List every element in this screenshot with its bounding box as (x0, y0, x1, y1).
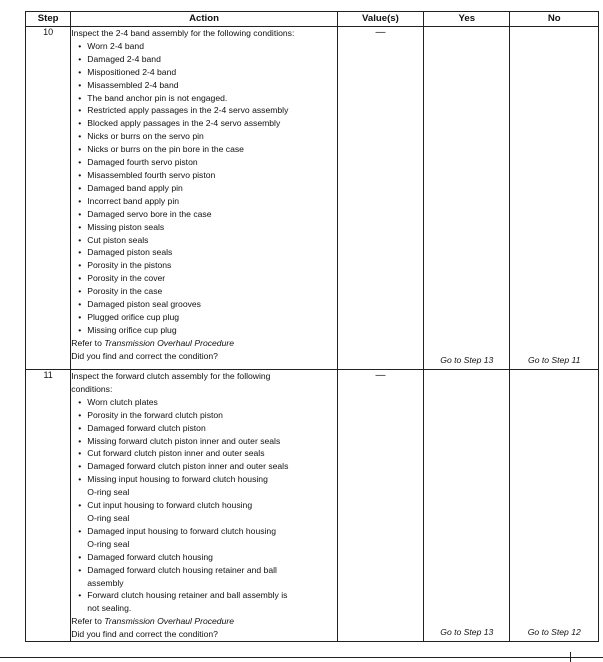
procedure-reference (71, 337, 336, 350)
diagnostic-table-sheet (25, 11, 599, 642)
condition-item: • Incorrect band apply pin (71, 195, 336, 208)
condition-item (71, 447, 336, 460)
condition-item-line: O-ring seal (87, 512, 130, 523)
condition-item (71, 460, 336, 473)
condition-item (71, 551, 336, 564)
condition-item: • Damaged piston seal grooves (71, 298, 336, 311)
step-number: 10 (26, 27, 71, 370)
no-cell (510, 370, 599, 642)
condition-item: • Nicks or burrs on the pin bore in the case (71, 143, 336, 156)
condition-item-line: • Porosity in the forward clutch piston (87, 409, 223, 420)
condition-item (71, 396, 336, 409)
action-question: Did you find and correct the condition? (71, 629, 218, 640)
condition-item-line: • Damaged forward clutch piston (87, 422, 206, 433)
condition-item: • Porosity in the case (71, 285, 336, 298)
page-bottom-rule (0, 657, 603, 658)
condition-item: • Misassembled fourth servo piston (71, 169, 336, 182)
value-cell: — (337, 370, 423, 642)
action-intro-line: conditions: (71, 383, 113, 394)
no-goto-link[interactable]: Go to Step 11 (528, 355, 581, 365)
reference-title: Transmission Overhaul Procedure (104, 616, 235, 627)
condition-item: • Porosity in the pistons (71, 259, 336, 272)
condition-item: • Restricted apply passages in the 2-4 servo assembly (71, 104, 336, 117)
condition-item-line: • Missing input housing to forward clutch housing (87, 474, 268, 485)
condition-item: • Porosity in the cover (71, 272, 336, 285)
diagnostic-table (25, 11, 599, 642)
yes-goto-link[interactable]: Go to Step 13 (440, 355, 494, 365)
condition-item (71, 564, 336, 590)
table-row-step-10 (26, 27, 599, 370)
header-values: Value(s) (337, 12, 423, 27)
reference-prefix: Refer to (71, 616, 105, 627)
condition-item: • Blocked apply passages in the 2-4 servo assembly (71, 117, 336, 130)
no-cell (510, 27, 599, 370)
condition-item (71, 422, 336, 435)
action-intro (71, 370, 336, 396)
condition-item: • Damaged piston seals (71, 246, 336, 259)
header-yes: Yes (424, 12, 510, 27)
condition-item: • Cut piston seals (71, 234, 336, 247)
step-number: 11 (26, 370, 71, 642)
condition-item (71, 589, 336, 615)
condition-item: • Missing piston seals (71, 221, 336, 234)
table-header-row (26, 12, 599, 27)
condition-item-line: • Damaged forward clutch housing (87, 551, 213, 562)
condition-item: • Damaged servo bore in the case (71, 208, 336, 221)
page-bottom-mark (570, 652, 571, 662)
condition-item: • Misassembled 2-4 band (71, 79, 336, 92)
header-step: Step (26, 12, 71, 27)
procedure-reference (71, 615, 336, 628)
condition-item: • Missing orifice cup plug (71, 324, 336, 337)
condition-item: • Nicks or burrs on the servo pin (71, 130, 336, 143)
condition-item (71, 473, 336, 499)
condition-item: • Plugged orifice cup plug (71, 311, 336, 324)
condition-item: • Damaged 2-4 band (71, 53, 336, 66)
yes-goto-link[interactable]: Go to Step 13 (440, 627, 494, 638)
yes-cell (424, 370, 510, 642)
condition-item-line: O-ring seal (87, 538, 130, 549)
no-goto-link[interactable]: Go to Step 12 (527, 627, 581, 638)
condition-item: • Worn 2-4 band (71, 40, 336, 53)
yes-cell (424, 27, 510, 370)
action-question: Did you find and correct the condition? (71, 350, 218, 361)
condition-item-line: assembly (87, 577, 124, 588)
condition-item (71, 435, 336, 448)
condition-item-line: • Damaged forward clutch piston inner and outer seals (87, 461, 289, 472)
condition-item: • Damaged band apply pin (71, 182, 336, 195)
condition-item-line: • Damaged forward clutch housing retainer and ball (87, 564, 277, 575)
condition-item: • The band anchor pin is not engaged. (71, 92, 336, 105)
condition-item: • Mispositioned 2-4 band (71, 66, 336, 79)
condition-item-line: not sealing. (87, 603, 132, 614)
reference-title: Transmission Overhaul Procedure (104, 337, 235, 348)
action-intro-line: Inspect the forward clutch assembly for the following (71, 371, 271, 381)
condition-item-line: • Cut input housing to forward clutch housing (87, 500, 253, 511)
condition-item: • Damaged fourth servo piston (71, 156, 336, 169)
condition-item-line: • Cut forward clutch piston inner and outer seals (87, 448, 265, 459)
condition-item (71, 525, 336, 551)
header-no: No (510, 12, 599, 27)
condition-item-line: • Missing forward clutch piston inner and outer seals (87, 435, 281, 446)
header-action: Action (71, 12, 337, 27)
condition-item-line: • Damaged input housing to forward clutch housing (87, 525, 276, 536)
condition-item (71, 409, 336, 422)
condition-item-line: • Forward clutch housing retainer and ball assembly is (87, 590, 288, 601)
condition-list (71, 40, 336, 337)
reference-prefix: Refer to (71, 337, 105, 348)
action-intro: Inspect the 2-4 band assembly for the following conditions: (71, 28, 295, 38)
table-row-step-11 (26, 370, 599, 642)
condition-item (71, 499, 336, 525)
condition-item-line: • Worn clutch plates (87, 396, 158, 407)
action-cell (71, 27, 337, 370)
condition-list (71, 396, 336, 615)
action-cell (71, 370, 337, 642)
condition-item-line: O-ring seal (87, 487, 130, 498)
value-cell: — (337, 27, 423, 370)
